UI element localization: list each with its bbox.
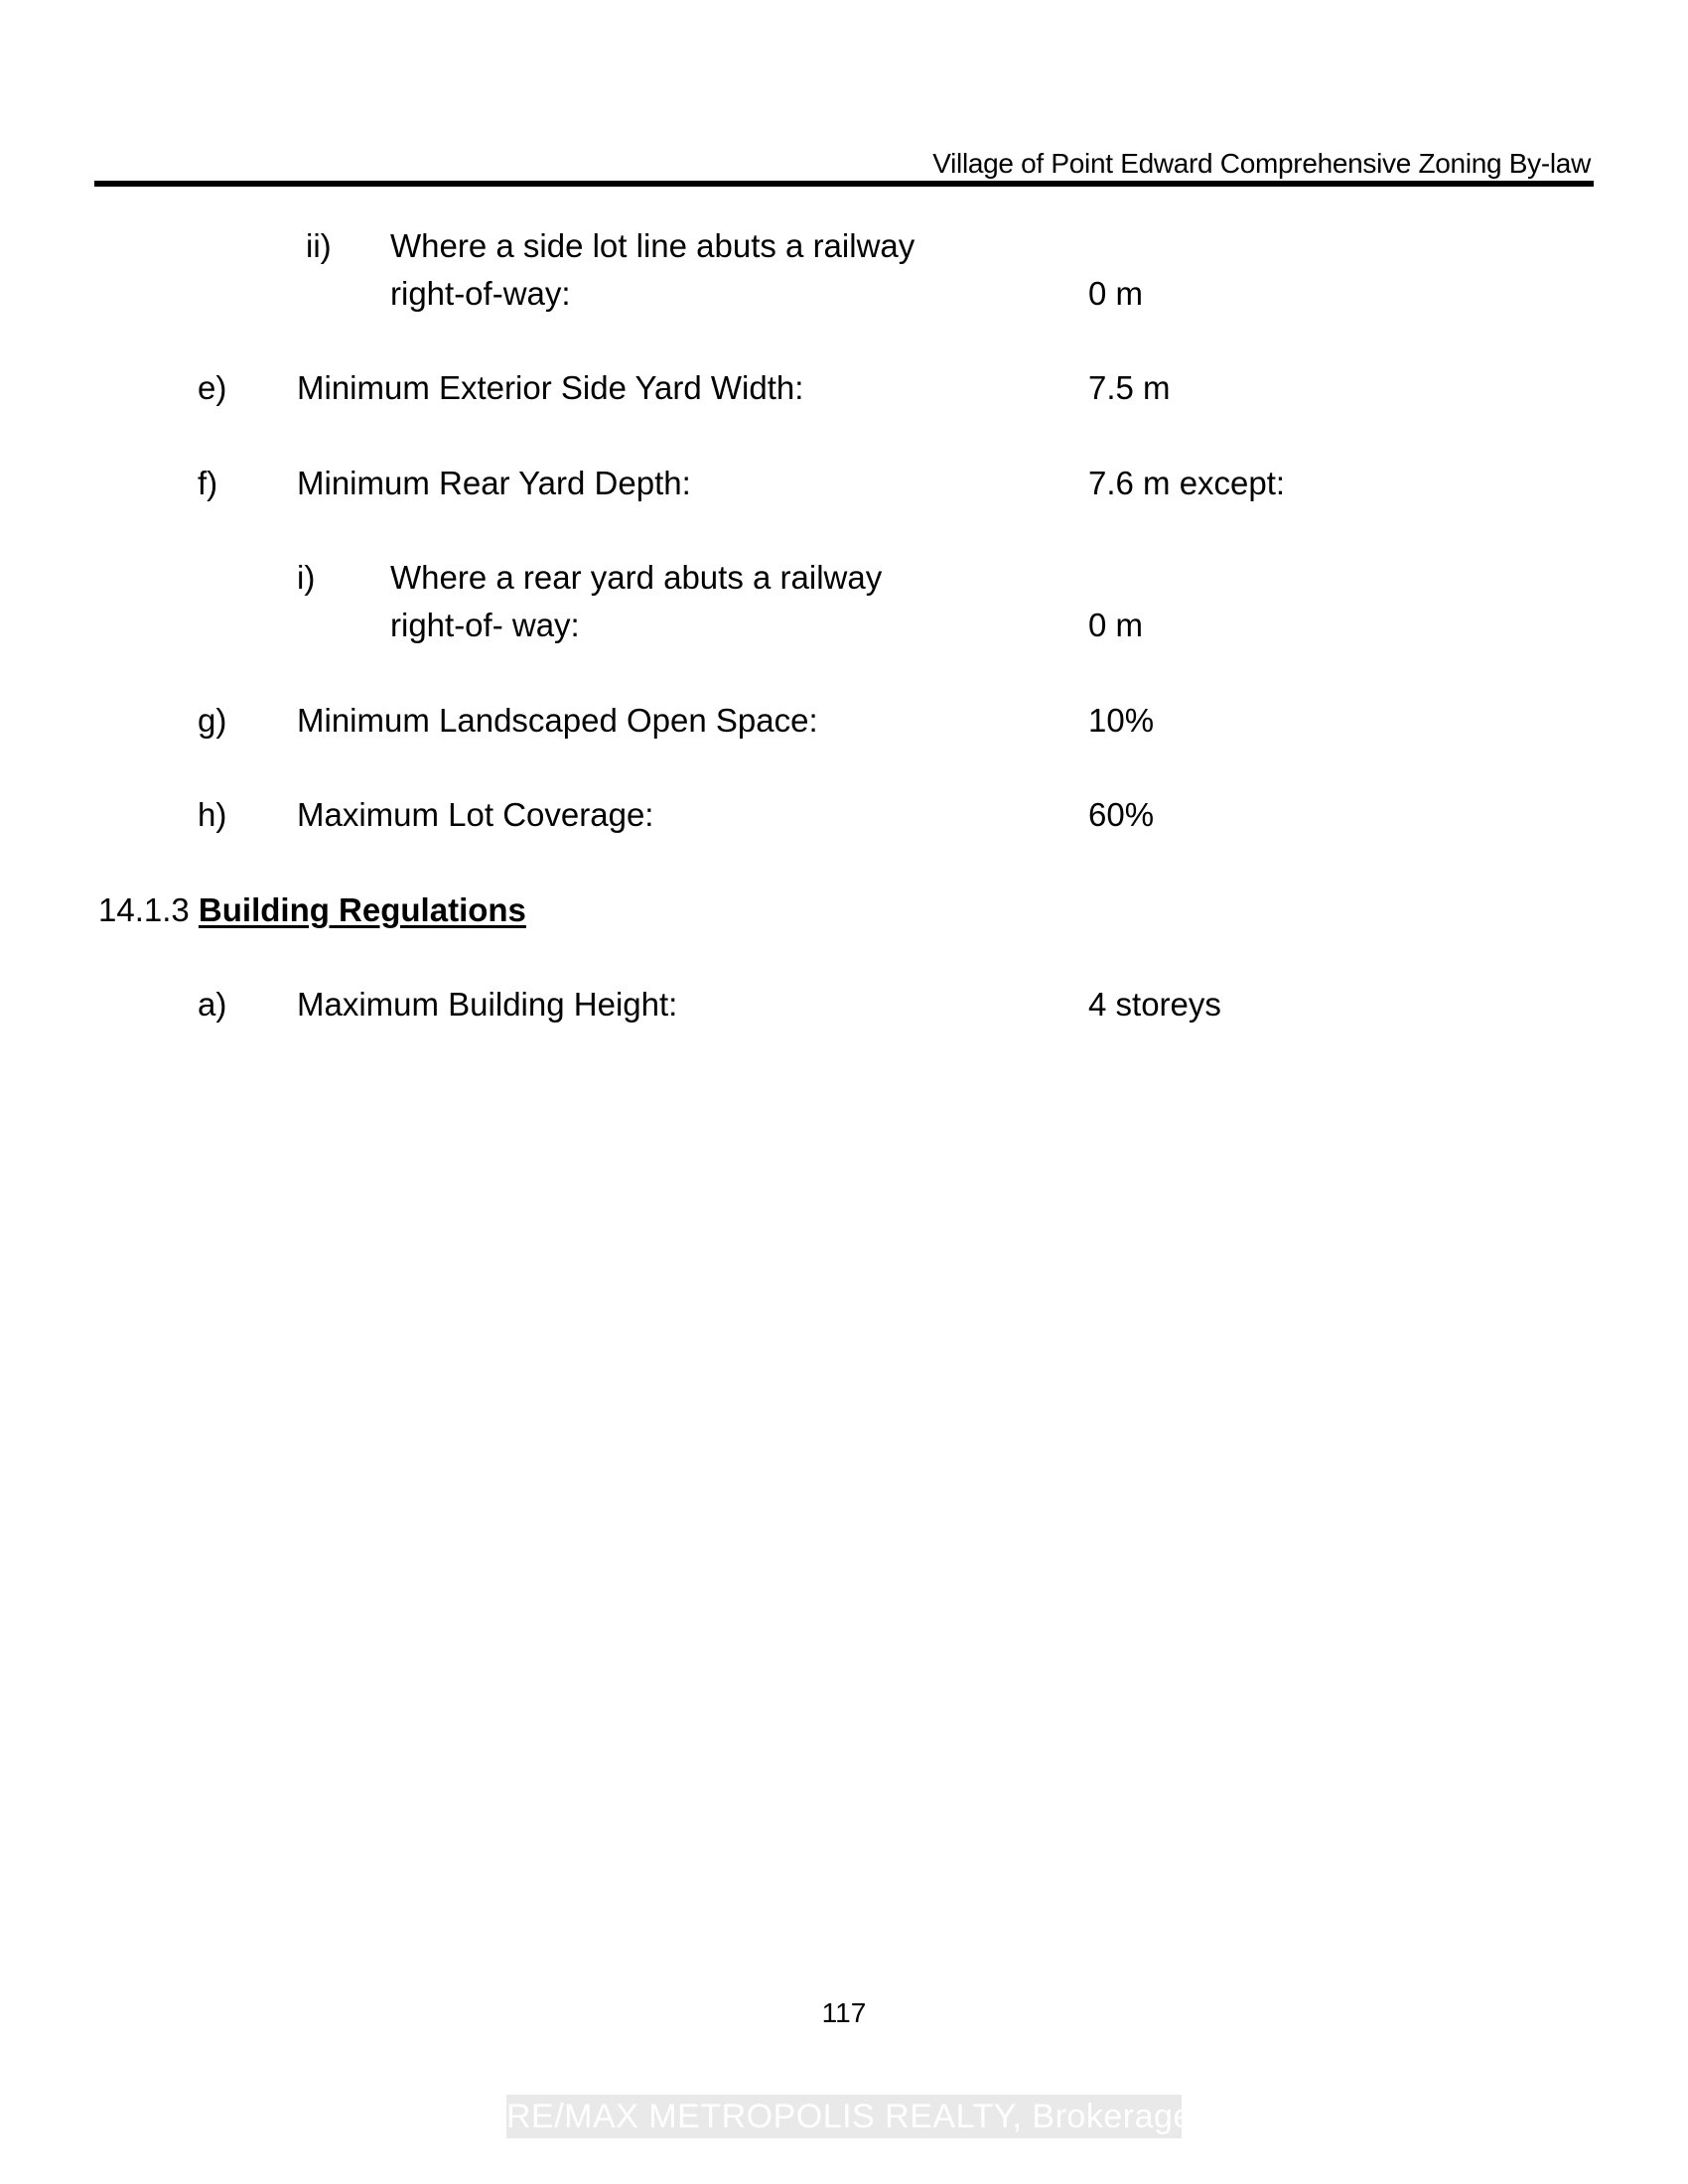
item-marker: a) [198, 986, 227, 1023]
item-label: Minimum Landscaped Open Space: [297, 702, 818, 739]
page-number: 117 [821, 1997, 867, 2028]
item-value: 10% [1088, 702, 1155, 739]
item-label-line1: Where a side lot line abuts a railway [390, 227, 915, 264]
item-value: 0 m [1088, 275, 1144, 312]
item-value: 60% [1088, 796, 1155, 833]
item-label: Maximum Building Height: [297, 986, 678, 1023]
item-marker: h) [198, 796, 227, 833]
item-marker: ii) [306, 227, 332, 264]
item-marker: g) [198, 702, 227, 739]
item-marker: e) [198, 369, 227, 406]
item-value: 4 storeys [1088, 986, 1221, 1023]
item-marker: i) [297, 559, 316, 596]
item-marker: f) [198, 465, 218, 501]
section-title: Building Regulations [198, 891, 526, 928]
item-value: 7.5 m [1088, 369, 1171, 406]
section-heading [98, 893, 526, 926]
header-divider [94, 181, 1594, 187]
item-value: 7.6 m except: [1088, 465, 1286, 501]
item-label: Minimum Rear Yard Depth: [297, 465, 691, 501]
item-label: Maximum Lot Coverage: [297, 796, 654, 833]
item-label-line1: Where a rear yard abuts a railway [390, 559, 883, 596]
item-label-line2: right-of-way: [390, 275, 571, 312]
item-value: 0 m [1088, 607, 1144, 643]
section-number: 14.1.3 [98, 891, 190, 928]
document-header-title: Village of Point Edward Comprehensive Zoning By-law [932, 148, 1591, 179]
item-label-line2: right-of- way: [390, 607, 580, 643]
brokerage-watermark: RE/MAX METROPOLIS REALTY, Brokerage [506, 2095, 1182, 2138]
item-label: Minimum Exterior Side Yard Width: [297, 369, 804, 406]
